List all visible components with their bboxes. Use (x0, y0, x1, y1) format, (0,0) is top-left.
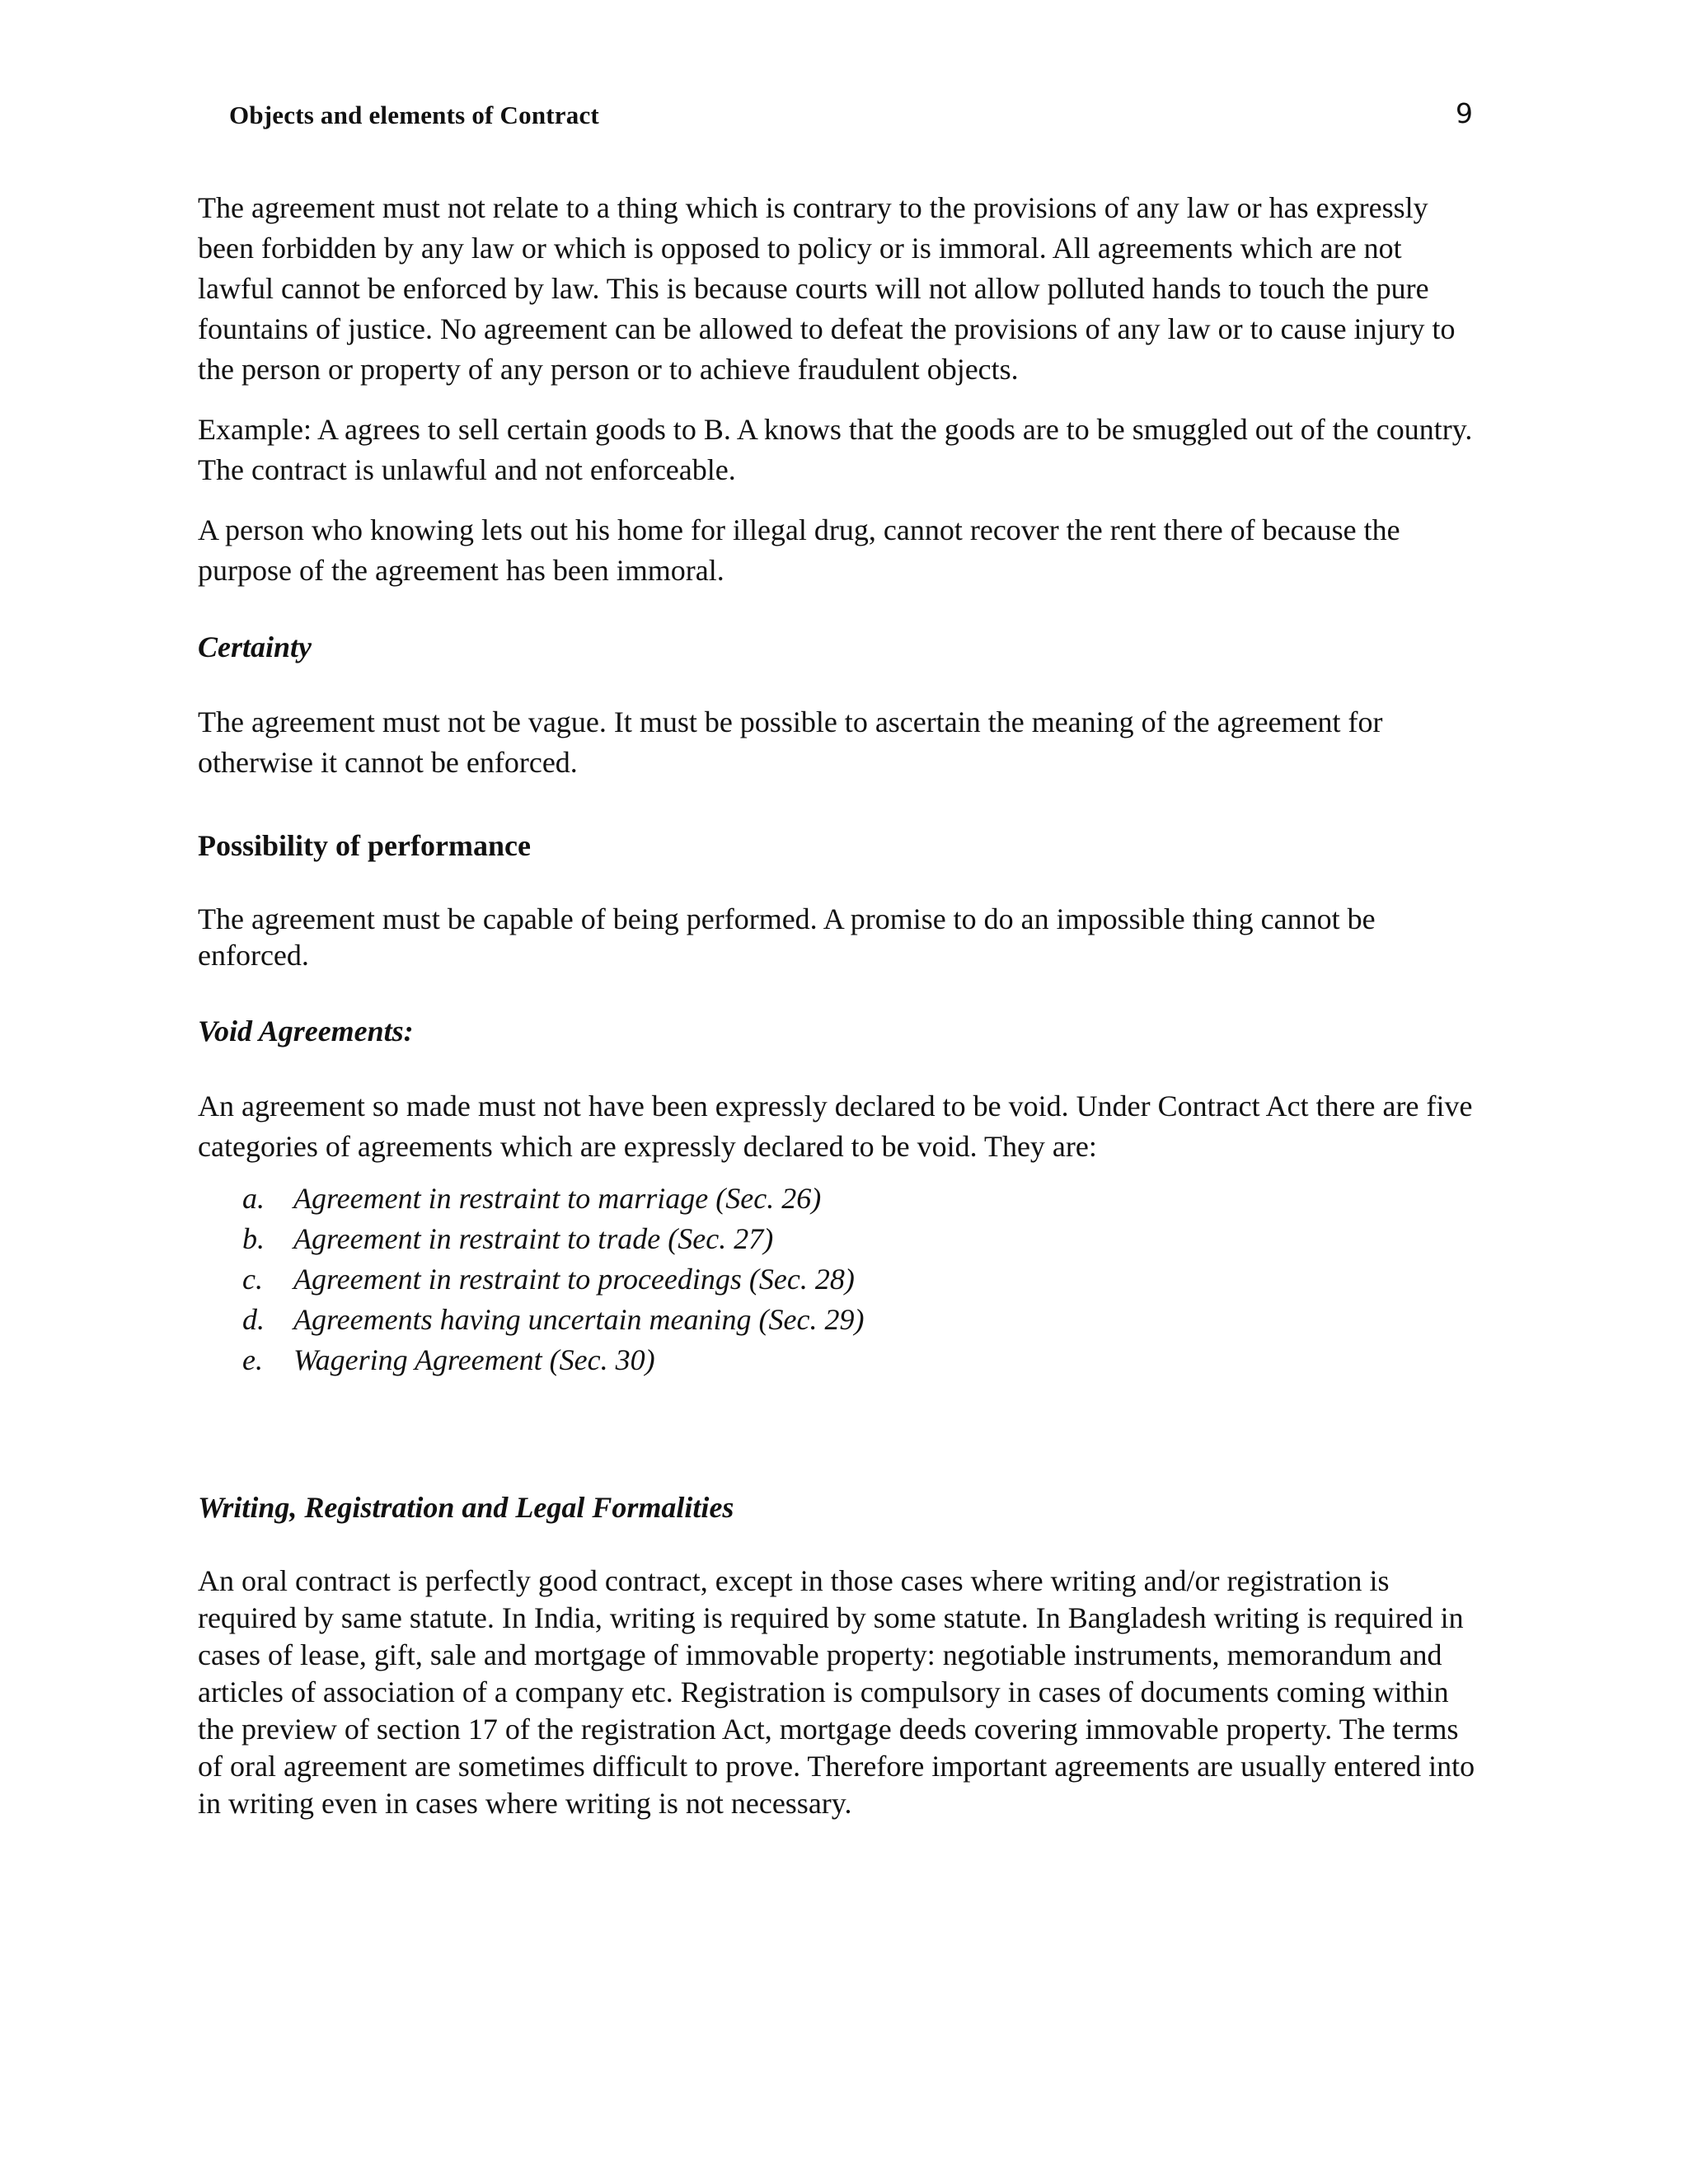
writing-paragraph: An oral contract is perfectly good contract, except in those cases where writing and/or registration is required by same statute. In India, writing is required by some statute. In Bangladesh writing is required in cases of lease, gift, sale and mortgage of immovable property: negotiable instruments, memorandum and articles of association of a company etc. Registration is compulsory in cases of documents coming within the preview of section 17 of the registration Act, mortgage deeds covering immovable property. The terms of oral agreement are sometimes difficult to prove. Therefore important agreements are usually entered into in writing even in cases where writing is not necessary. (198, 1564, 1475, 1820)
page-number: 9 (1456, 97, 1473, 129)
illegal-drug-paragraph: A person who knowing lets out his home for illegal drug, cannot recover the rent there of because the purpose of the agreement has been immoral. (198, 513, 1400, 587)
list-item (242, 1219, 1484, 1259)
list-marker: e. (242, 1343, 263, 1376)
list-item (242, 1179, 1484, 1219)
running-header-title: Objects and elements of Contract (229, 101, 599, 129)
writing-heading: Writing, Registration and Legal Formalities (198, 1491, 734, 1524)
list-marker: a. (242, 1182, 265, 1215)
certainty-heading: Certainty (198, 630, 312, 663)
list-item-text: Agreement in restraint to marriage (Sec. 26) (293, 1182, 822, 1215)
void-agreements-paragraph: An agreement so made must not have been expressly declared to be void. Under Contract Act there are five categories of agreements which are expressly declared to be void. They are: (198, 1090, 1473, 1163)
list-marker: c. (242, 1263, 263, 1296)
void-agreements-heading: Void Agreements: (198, 1015, 414, 1047)
possibility-heading: Possibility of performance (198, 829, 531, 862)
list-item (242, 1300, 1484, 1340)
list-marker: d. (242, 1303, 265, 1336)
list-item-text: Agreements having uncertain meaning (Sec. 29) (293, 1303, 865, 1336)
page-body (198, 188, 1484, 1822)
list-item-text: Wagering Agreement (Sec. 30) (293, 1343, 655, 1376)
possibility-paragraph: The agreement must be capable of being performed. A promise to do an impossible thing cannot be enforced. (198, 902, 1376, 972)
list-marker: b. (242, 1222, 265, 1255)
list-item (242, 1259, 1484, 1300)
intro-paragraph: The agreement must not relate to a thing which is contrary to the provisions of any law or has expressly been forbidden by any law or which is opposed to policy or is immoral. All agreements which are not lawful cannot be enforced by law. This is because courts will not allow polluted hands to touch the pure fountains of justice. No agreement can be allowed to defeat the provisions of any law or to cause injury to the person or property of any person or to achieve fraudulent objects. (198, 191, 1456, 386)
list-item (242, 1340, 1484, 1380)
list-item-text: Agreement in restraint to trade (Sec. 27) (293, 1222, 774, 1255)
list-item-text: Agreement in restraint to proceedings (Sec. 28) (293, 1263, 855, 1296)
void-agreements-list (198, 1179, 1484, 1380)
example-paragraph: Example: A agrees to sell certain goods to B. A knows that the goods are to be smuggled out of the country. The contract is unlawful and not enforceable. (198, 413, 1473, 486)
certainty-paragraph: The agreement must not be vague. It must be possible to ascertain the meaning of the agreement for otherwise it cannot be enforced. (198, 705, 1383, 779)
